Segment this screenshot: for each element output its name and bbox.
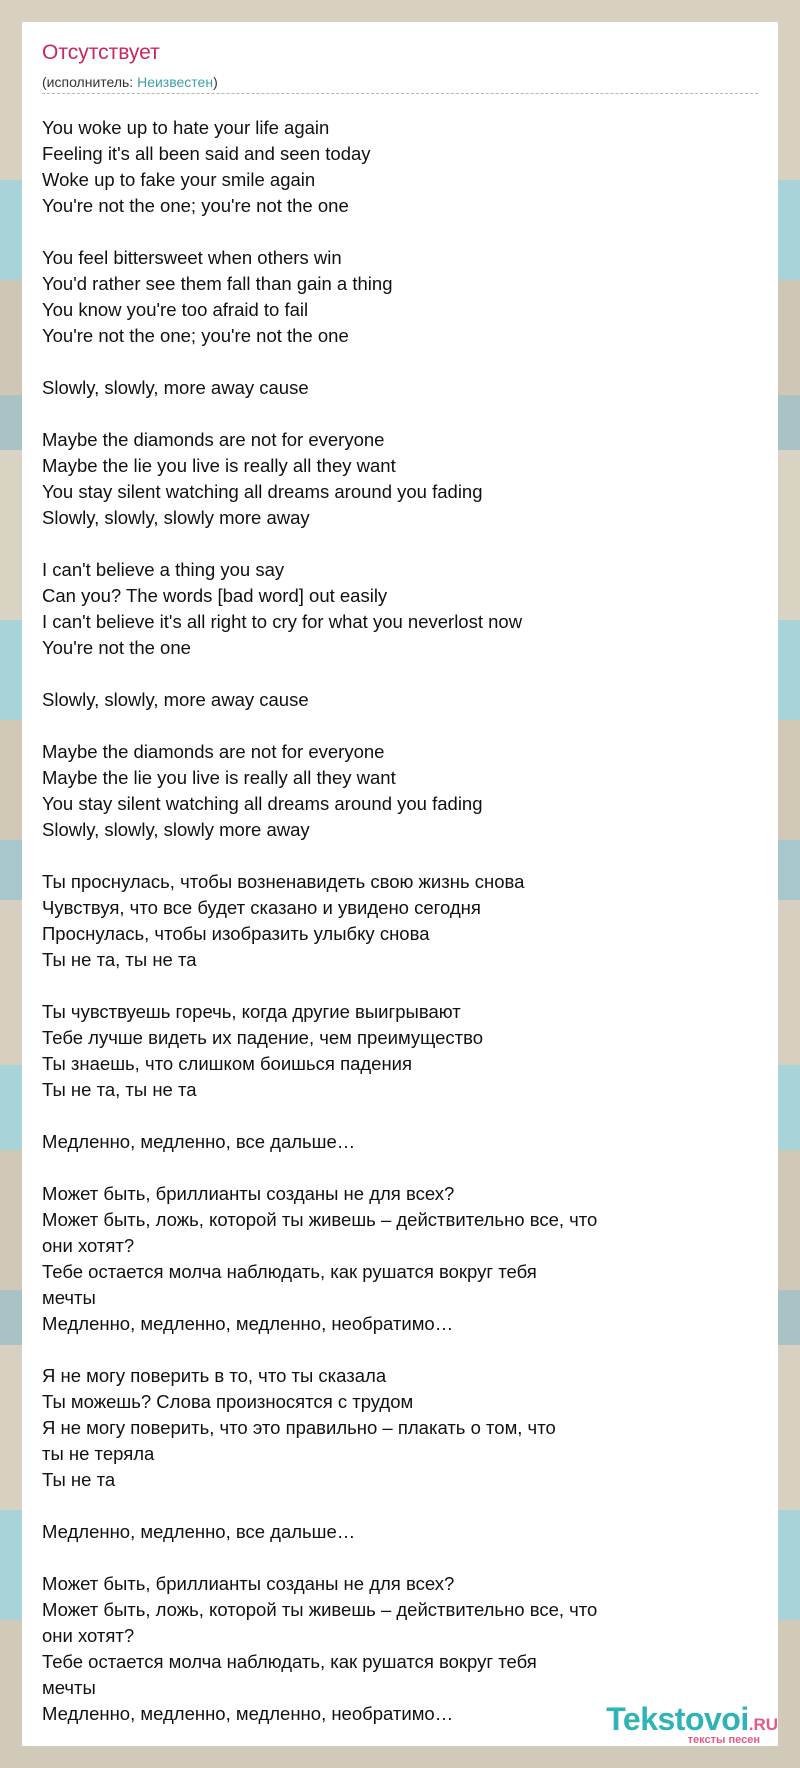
song-title: Отсутствует [42, 41, 160, 64]
lyrics-line: они хотят? [42, 1625, 135, 1646]
lyrics-line: You're not the one [42, 637, 191, 658]
artist-suffix: ) [213, 74, 218, 90]
lyrics-line: You'd rather see them fall than gain a thing [42, 273, 393, 294]
lyrics-line: Ты не та [42, 1469, 116, 1490]
lyrics-line: Может быть, бриллианты созданы не для всех? [42, 1183, 455, 1204]
lyrics-line: Тебе остается молча наблюдать, как рушатся вокруг тебя [42, 1651, 537, 1672]
lyrics-line: I can't believe a thing you say [42, 559, 285, 580]
lyrics-line: Медленно, медленно, все дальше… [42, 1131, 356, 1152]
lyrics-blank-line [42, 843, 732, 869]
lyrics-line: Ты не та, ты не та [42, 949, 197, 970]
lyrics-blank-line [42, 401, 732, 427]
lyrics-line: ты не теряла [42, 1443, 155, 1464]
artist-link[interactable]: Неизвестен [137, 74, 214, 90]
lyrics-line: Медленно, медленно, медленно, необратимо… [42, 1703, 454, 1724]
lyrics-line: You woke up to hate your life again [42, 117, 330, 138]
lyrics-line: Может быть, ложь, которой ты живешь – действительно все, что [42, 1599, 598, 1620]
lyrics-line: Проснулась, чтобы изобразить улыбку снова [42, 923, 430, 944]
lyrics-line: Slowly, slowly, more away cause [42, 689, 309, 710]
lyrics-blank-line [42, 219, 732, 245]
lyrics-line: Медленно, медленно, медленно, необратимо… [42, 1313, 454, 1334]
lyrics-line: Ты знаешь, что слишком боишься падения [42, 1053, 413, 1074]
lyrics-blank-line [42, 973, 732, 999]
artist-prefix: (исполнитель: [42, 74, 138, 90]
lyrics-line: You're not the one; you're not the one [42, 195, 349, 216]
lyrics-line: Ты можешь? Слова произносятся с трудом [42, 1391, 414, 1412]
lyrics-line: Ты не та, ты не та [42, 1079, 197, 1100]
lyrics-line: Медленно, медленно, все дальше… [42, 1521, 356, 1542]
lyrics-blank-line [42, 1545, 732, 1571]
logo-tld: .RU [748, 1715, 778, 1734]
lyrics-line: Может быть, ложь, которой ты живешь – действительно все, что [42, 1209, 598, 1230]
lyrics-line: Maybe the diamonds are not for everyone [42, 741, 385, 762]
lyrics-line: Может быть, бриллианты созданы не для всех? [42, 1573, 455, 1594]
lyrics-line: Feeling it's all been said and seen today [42, 143, 371, 164]
lyrics-line: You stay silent watching all dreams around you fading [42, 481, 483, 502]
lyrics-line: You stay silent watching all dreams around you fading [42, 793, 483, 814]
artist-line [42, 74, 218, 90]
lyrics-line: Slowly, slowly, more away cause [42, 377, 309, 398]
lyrics-line: Can you? The words [bad word] out easily [42, 585, 388, 606]
site-logo[interactable] [568, 1702, 778, 1746]
lyrics-line: Я не могу поверить, что это правильно – плакать о том, что [42, 1417, 556, 1438]
lyrics-line: Maybe the diamonds are not for everyone [42, 429, 385, 450]
lyrics-text [42, 115, 732, 1727]
lyrics-line: Ты проснулась, чтобы возненавидеть свою жизнь снова [42, 871, 525, 892]
lyrics-line: мечты [42, 1287, 96, 1308]
lyrics-line: Maybe the lie you live is really all they want [42, 767, 396, 788]
logo-name: Tekstovoi [606, 1701, 749, 1737]
lyrics-line: Чувствуя, что все будет сказано и увидено сегодня [42, 897, 481, 918]
lyrics-line: You feel bittersweet when others win [42, 247, 342, 268]
lyrics-line: мечты [42, 1677, 96, 1698]
lyrics-blank-line [42, 1155, 732, 1181]
lyrics-line: Ты чувствуешь горечь, когда другие выигрывают [42, 1001, 461, 1022]
lyrics-blank-line [42, 1103, 732, 1129]
lyrics-line: Maybe the lie you live is really all they want [42, 455, 396, 476]
lyrics-line: Тебе остается молча наблюдать, как рушатся вокруг тебя [42, 1261, 537, 1282]
lyrics-line: Slowly, slowly, slowly more away [42, 507, 310, 528]
lyrics-line: I can't believe it's all right to cry for what you neverlost now [42, 611, 523, 632]
lyrics-line: Slowly, slowly, slowly more away [42, 819, 310, 840]
lyrics-blank-line [42, 661, 732, 687]
lyrics-line: Тебе лучше видеть их падение, чем преимущество [42, 1027, 484, 1048]
logo-tagline: тексты песен [687, 1734, 760, 1746]
lyrics-blank-line [42, 713, 732, 739]
lyrics-line: Я не могу поверить в то, что ты сказала [42, 1365, 387, 1386]
title-divider [42, 93, 758, 94]
lyrics-blank-line [42, 1493, 732, 1519]
lyrics-card [22, 22, 778, 1746]
lyrics-line: они хотят? [42, 1235, 135, 1256]
lyrics-blank-line [42, 531, 732, 557]
lyrics-line: You know you're too afraid to fail [42, 299, 309, 320]
lyrics-line: You're not the one; you're not the one [42, 325, 349, 346]
lyrics-blank-line [42, 349, 732, 375]
lyrics-blank-line [42, 1337, 732, 1363]
lyrics-line: Woke up to fake your smile again [42, 169, 316, 190]
